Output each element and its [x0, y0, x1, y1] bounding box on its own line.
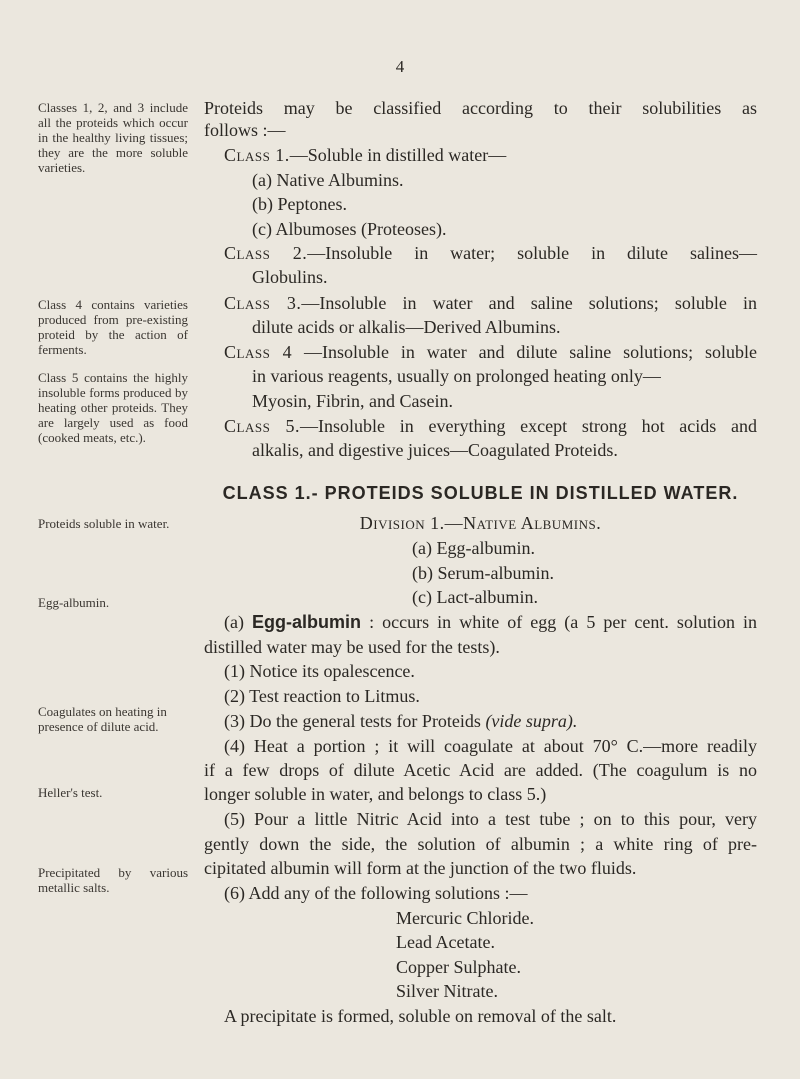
class-1-line	[224, 144, 506, 166]
division-item-b: (b) Serum-albumin.	[412, 563, 554, 583]
egg-prefix: (a)	[224, 612, 253, 632]
side-note-egg-albumin: Egg-albumin.	[38, 595, 110, 610]
salt-silver-nitrate: Silver Nitrate.	[396, 981, 498, 1001]
class-4-cont-2: Myosin, Fibrin, and Casein.	[252, 391, 453, 411]
class-4-text: —Insoluble in water and dilute saline solutions; soluble	[292, 342, 757, 362]
side-note-class-4: Class 4 contains varieties produced from pre-existing proteid by the action of ferments.	[38, 297, 188, 357]
side-note-coagulates: Coagulates on heating in presence of dilute acid.	[38, 704, 167, 734]
division-item-a: (a) Egg-albumin.	[412, 538, 535, 558]
class-4-line	[224, 341, 757, 363]
test-3	[224, 710, 577, 732]
class-1-text: —Soluble in distilled water—	[289, 145, 507, 165]
salt-lead-acetate: Lead Acetate.	[396, 932, 495, 952]
division-heading: Division 1.—Native Albumins.	[359, 513, 602, 533]
class-3-cont: dilute acids or alkalis—Derived Albumins.	[252, 317, 561, 337]
side-note-hellers-test: Heller's test.	[38, 785, 103, 800]
test-4-line-1: (4) Heat a portion ; it will coagulate at about 70° C.—more readily	[224, 736, 757, 756]
class-1-label: Class 1.	[224, 145, 290, 165]
final-line: A precipitate is formed, soluble on removal of the salt.	[224, 1006, 617, 1026]
class-1-item-b: (b) Peptones.	[252, 194, 347, 214]
egg-albumin-line-2: distilled water may be used for the tests).	[204, 637, 500, 657]
test-2: (2) Test reaction to Litmus.	[224, 686, 420, 706]
class-2-text: —Insoluble in water; soluble in dilute salines—	[307, 243, 757, 263]
side-note-metallic-salts: Precipitated by various metallic salts.	[38, 865, 188, 895]
intro-line-2: follows :—	[204, 120, 286, 140]
test-3-text: (3) Do the general tests for Proteids	[224, 711, 486, 731]
section-heading: CLASS 1.- PROTEIDS SOLUBLE IN DISTILLED WATER.	[222, 483, 739, 503]
side-note-soluble-in-water: Proteids soluble in water.	[38, 516, 170, 531]
test-6: (6) Add any of the following solutions :—	[224, 883, 528, 903]
class-5-text: —Insoluble in everything except strong hot acids and	[300, 416, 757, 436]
side-note-classes-1-3: Classes 1, 2, and 3 include all the proteids which occur in the healthy living tissues; they are the more soluble varieties.	[38, 100, 188, 175]
class-5-line	[224, 415, 757, 437]
test-5-line-3: cipitated albumin will form at the junction of the two fluids.	[204, 858, 637, 878]
test-5-line-1: (5) Pour a little Nitric Acid into a test tube ; on to this pour, very	[224, 809, 757, 829]
division-item-c: (c) Lact-albumin.	[412, 587, 538, 607]
test-1: (1) Notice its opalescence.	[224, 661, 415, 681]
class-2-label: Class 2.	[224, 243, 308, 263]
class-5-cont: alkalis, and digestive juices—Coagulated Proteids.	[252, 440, 618, 460]
class-4-label: Class 4	[224, 342, 293, 362]
class-5-label: Class 5.	[224, 416, 301, 436]
class-4-cont: in various reagents, usually on prolonged heating only—	[252, 366, 661, 386]
salt-mercuric-chloride: Mercuric Chloride.	[396, 908, 534, 928]
class-2-cont: Globulins.	[252, 267, 328, 287]
egg-rest: : occurs in white of egg (a 5 per cent. solution in	[361, 612, 757, 632]
egg-albumin-term: Egg-albumin	[252, 612, 362, 632]
page-number: 4	[395, 57, 405, 76]
intro-line-1: Proteids may be classified according to their solubilities as	[204, 98, 757, 118]
test-3-vide-supra: (vide supra).	[485, 711, 578, 731]
class-3-line	[224, 292, 757, 314]
test-4-line-2: if a few drops of dilute Acetic Acid are added. (The coagulum is no	[204, 760, 757, 780]
class-3-text: —Insoluble in water and saline solutions; soluble in	[301, 293, 757, 313]
egg-albumin-line-1	[224, 611, 757, 633]
class-1-item-a: (a) Native Albumins.	[252, 170, 404, 190]
class-3-label: Class 3.	[224, 293, 302, 313]
side-note-class-5: Class 5 contains the highly insoluble forms produced by heating other proteids. They are largely used as food (cooked meats, etc.).	[38, 370, 188, 445]
class-2-line	[224, 242, 757, 264]
salt-copper-sulphate: Copper Sulphate.	[396, 957, 521, 977]
test-5-line-2: gently down the side, the solution of albumin ; a white ring of pre-	[204, 834, 757, 854]
test-4-line-3: longer soluble in water, and belongs to class 5.)	[204, 784, 547, 804]
class-1-item-c: (c) Albumoses (Proteoses).	[252, 219, 447, 239]
